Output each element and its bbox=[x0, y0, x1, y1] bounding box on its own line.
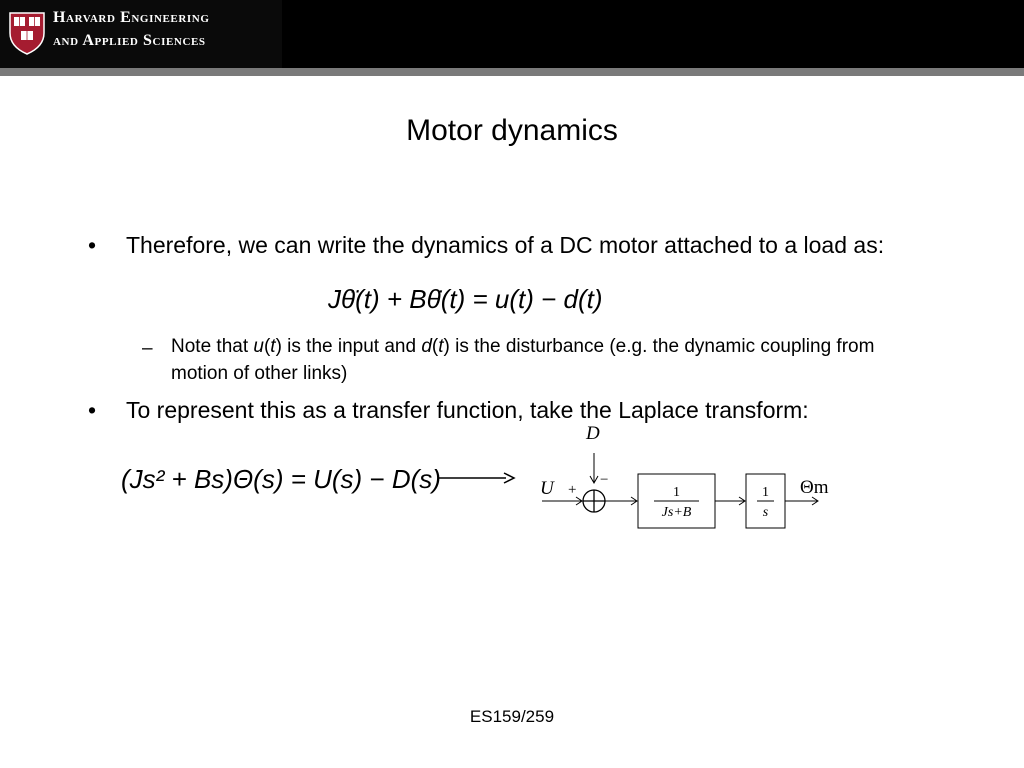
minus-sign: − bbox=[600, 472, 609, 488]
org-name-line1: Harvard Engineering bbox=[53, 9, 210, 26]
block2-denominator: s bbox=[762, 505, 769, 520]
block1-numerator: 1 bbox=[673, 485, 680, 500]
note-mid: is the input and bbox=[281, 336, 422, 357]
block1-denominator: Js+B bbox=[661, 505, 692, 520]
note-suffix: is the disturbance (e.g. the dynamic coupling from motion of other links) bbox=[171, 336, 875, 384]
output-label: Θm bbox=[800, 477, 829, 498]
sub-note: Note that u(t) is the input and d(t) is the disturbance (e.g. the dynamic coupling from motion of other links) bbox=[171, 336, 875, 384]
note-t2: t bbox=[438, 336, 444, 357]
course-footer: ES159/259 bbox=[469, 707, 555, 726]
right-arrow-icon bbox=[438, 470, 518, 486]
logo-panel bbox=[0, 0, 282, 68]
bullet-dynamics-text: Therefore, we can write the dynamics of a DC motor attached to a load as: bbox=[126, 232, 885, 258]
bullet-marker: • bbox=[88, 397, 97, 423]
note-u: u bbox=[253, 336, 264, 357]
org-name-line2: and Applied Sciences bbox=[53, 32, 206, 49]
note-d: d bbox=[421, 336, 432, 357]
equation-dynamics: Jθ̈(t) + Bθ̇(t) = u(t) − d(t) bbox=[328, 284, 603, 314]
block-diagram bbox=[530, 418, 850, 538]
sub-bullet-marker: – bbox=[142, 338, 153, 359]
plus-sign: + bbox=[568, 482, 577, 498]
disturbance-label: D bbox=[586, 423, 600, 444]
bullet-laplace-text: To represent this as a transfer function, take the Laplace transform: bbox=[126, 397, 809, 423]
input-label: U bbox=[540, 478, 554, 499]
header-divider bbox=[0, 68, 1024, 76]
note-t1: t bbox=[270, 336, 276, 357]
bullet-marker: • bbox=[88, 232, 97, 258]
slide-title: Motor dynamics bbox=[406, 114, 618, 147]
harvard-shield-icon bbox=[8, 11, 46, 55]
note-prefix: Note that bbox=[171, 336, 254, 357]
block2-numerator: 1 bbox=[762, 485, 769, 500]
equation-laplace: (Js² + Bs)Θ(s) = U(s) − D(s) bbox=[121, 464, 441, 494]
